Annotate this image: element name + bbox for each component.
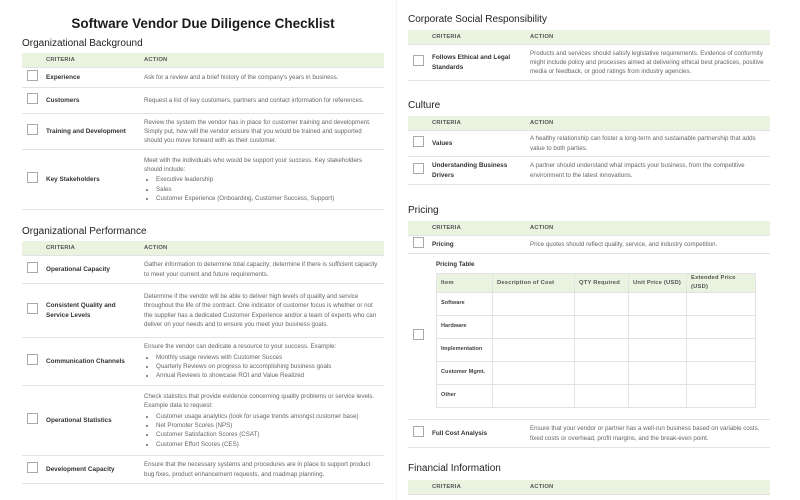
criteria-cell: Development Capacity [42, 456, 140, 484]
pricing-table-cell [428, 254, 770, 420]
section-heading-org-performance: Organizational Performance [22, 226, 147, 237]
criteria-cell: Training and Development [42, 114, 140, 150]
col-qty: QTY Required [575, 274, 629, 292]
checkbox[interactable] [27, 172, 38, 183]
pricing-grid-header [437, 274, 756, 292]
bullet-list [144, 412, 380, 449]
bullet-item: • Net Promoter Scores (NPS) [156, 421, 380, 430]
action-cell: A partner should understand what impacts your business, from the competitive environment to the latest innovations. [526, 157, 770, 185]
action-header: ACTION [140, 241, 384, 256]
org-background-table [22, 53, 384, 210]
col-extended-price: Extended Price (USD) [687, 274, 756, 292]
action-cell: Gather information to determine total capacity; determine if there is sufficient capacity to meet your current and future requirements. [140, 256, 384, 284]
criteria-header: CRITERIA [42, 241, 140, 256]
pricing-grid-row [437, 292, 756, 315]
table-row [408, 420, 770, 448]
col-description: Description of Cost [493, 274, 575, 292]
action-header: ACTION [526, 480, 770, 495]
action-cell: Ensure that your vendor or partner has a well-run business based on variable costs, fixed costs or overhead, profit margins, and the break-even point. [526, 420, 770, 448]
bullet-item: • Customer usage analytics (look for usage trends amongst customer base) [156, 412, 380, 421]
section-heading-financial: Financial Information [408, 463, 501, 474]
criteria-cell: Full Cost Analysis [428, 420, 526, 448]
pricing-grid-row [437, 338, 756, 361]
item-cell: Hardware [437, 315, 493, 338]
action-cell [140, 386, 384, 456]
action-text: Check statistics that provide evidence concerning quality problems or service levels. Example data to request: [144, 393, 375, 410]
culture-table [408, 116, 770, 185]
criteria-header: CRITERIA [42, 53, 140, 68]
checkbox[interactable] [413, 329, 424, 340]
checkbox[interactable] [27, 462, 38, 473]
action-cell: Ask for a review and a brief history of the company's years in business. [140, 68, 384, 88]
item-cell: Software [437, 292, 493, 315]
pricing-grid-row [437, 361, 756, 384]
action-cell: Ensure that the necessary systems and procedures are in place to support product bug fixes, product enhancement requests, and roadmap planning. [140, 456, 384, 484]
checkbox[interactable] [27, 354, 38, 365]
bullet-list [144, 175, 380, 203]
action-cell: Review the system the vendor has in place for customer training and development. Simply put, how will the vendor ensure that you would be trained and supported should you move forward with as their customer. [140, 114, 384, 150]
table-header-row [22, 53, 384, 68]
table-row [22, 386, 384, 456]
checkbox[interactable] [413, 55, 424, 66]
action-cell: Determine if the vendor will be able to deliver high levels of quality and service throughout the life of the contract. One indicator of customer focus is whether or not the supplier has a dedicated Customer Experience and/or a team of experts who can deliver on your needs and to ensure you meet your business goals. [140, 284, 384, 338]
table-row [408, 236, 770, 254]
action-cell [140, 150, 384, 210]
criteria-cell: Follows Ethical and Legal Standards [428, 45, 526, 81]
criteria-header: CRITERIA [428, 116, 526, 131]
checkbox[interactable] [27, 93, 38, 104]
table-row [22, 338, 384, 386]
table-row [22, 68, 384, 88]
bullet-list [144, 353, 380, 381]
checkbox[interactable] [27, 303, 38, 314]
pricing-grid-row [437, 315, 756, 338]
section-heading-culture: Culture [408, 100, 441, 111]
col-item: Item [437, 274, 493, 292]
checkbox[interactable] [413, 136, 424, 147]
action-header: ACTION [140, 53, 384, 68]
table-header-row [408, 30, 770, 45]
table-header-row [408, 116, 770, 131]
table-row [22, 88, 384, 114]
section-heading-org-background: Organizational Background [22, 38, 143, 49]
table-row [22, 284, 384, 338]
checkbox[interactable] [27, 262, 38, 273]
pricing-table-label: Pricing Table [436, 261, 475, 268]
action-text: Meet with the individuals who would be support your success. Key stakeholders should include: [144, 156, 363, 174]
criteria-cell: Communication Channels [42, 338, 140, 386]
bullet-item: • Customer Effort Scores (CES) [156, 440, 380, 449]
section-heading-pricing: Pricing [408, 205, 439, 216]
org-performance-table [22, 241, 384, 484]
bullet-item: • Quarterly Reviews on progress to accomplishing business goals [156, 362, 380, 371]
table-header-row [22, 241, 384, 256]
table-row [408, 157, 770, 185]
action-header: ACTION [526, 116, 770, 131]
table-row [408, 45, 770, 81]
table-header-row [408, 480, 770, 495]
criteria-cell: Experience [42, 68, 140, 88]
checkbox[interactable] [27, 124, 38, 135]
bullet-item: • Monthly usage reviews with Customer Succes [156, 353, 380, 362]
bullet-item: • Annual Reviews to showcase ROI and Value Realized [156, 371, 380, 380]
document-title: Software Vendor Due Diligence Checklist [71, 16, 335, 31]
pricing-table-section [408, 221, 770, 448]
table-row [408, 131, 770, 157]
criteria-header: CRITERIA [428, 221, 526, 236]
criteria-cell: Operational Capacity [42, 256, 140, 284]
criteria-cell: Pricing [428, 236, 526, 254]
item-cell: Implementation [437, 338, 493, 361]
column-divider [396, 0, 397, 500]
financial-table [408, 480, 770, 495]
action-text: Ensure the vendor can dedicate a resource to your success. Example: [144, 343, 337, 351]
table-row [408, 254, 770, 420]
checkbox[interactable] [413, 163, 424, 174]
action-cell: A healthy relationship can foster a long-term and sustainable partnership that adds value to both parties. [526, 131, 770, 157]
bullet-item: • Customer Experience (Onboarding, Customer Success, Support) [156, 194, 380, 203]
action-cell: Price quotes should reflect quality, service, and industry competition. [526, 236, 770, 254]
col-unit-price: Unit Price (USD) [629, 274, 687, 292]
section-heading-csr: Corporate Social Responsibility [408, 14, 547, 25]
checkbox[interactable] [413, 426, 424, 437]
table-row [22, 150, 384, 210]
action-header: ACTION [526, 30, 770, 45]
checkbox[interactable] [27, 70, 38, 81]
checkbox[interactable] [413, 237, 424, 248]
pricing-grid-row [437, 384, 756, 407]
table-row [22, 256, 384, 284]
bullet-item: • Customer Satisfaction Scores (CSAT) [156, 430, 380, 439]
criteria-cell: Operational Statistics [42, 386, 140, 456]
bullet-item: • Executive leadership [156, 175, 380, 184]
criteria-cell: Understanding Business Drivers [428, 157, 526, 185]
criteria-cell: Key Stakeholders [42, 150, 140, 210]
bullet-item: • Sales [156, 185, 380, 194]
action-cell: Products and services should satisfy legislative requirements. Evidence of conformity might include policy and processes aimed at delivering ethical best practices, positive media or feedback, or good ratings from industry agencies. [526, 45, 770, 81]
table-row [22, 456, 384, 484]
item-cell: Customer Mgmt. [437, 361, 493, 384]
action-cell [140, 338, 384, 386]
action-cell: Request a list of key customers, partners and contact information for references. [140, 88, 384, 114]
item-cell: Other [437, 384, 493, 407]
csr-table [408, 30, 770, 81]
table-row [22, 114, 384, 150]
criteria-header: CRITERIA [428, 480, 526, 495]
criteria-header: CRITERIA [428, 30, 526, 45]
table-header-row [408, 221, 770, 236]
criteria-cell: Consistent Quality and Service Levels [42, 284, 140, 338]
checkbox[interactable] [27, 413, 38, 424]
action-header: ACTION [526, 221, 770, 236]
pricing-grid [436, 273, 756, 407]
criteria-cell: Values [428, 131, 526, 157]
criteria-cell: Customers [42, 88, 140, 114]
